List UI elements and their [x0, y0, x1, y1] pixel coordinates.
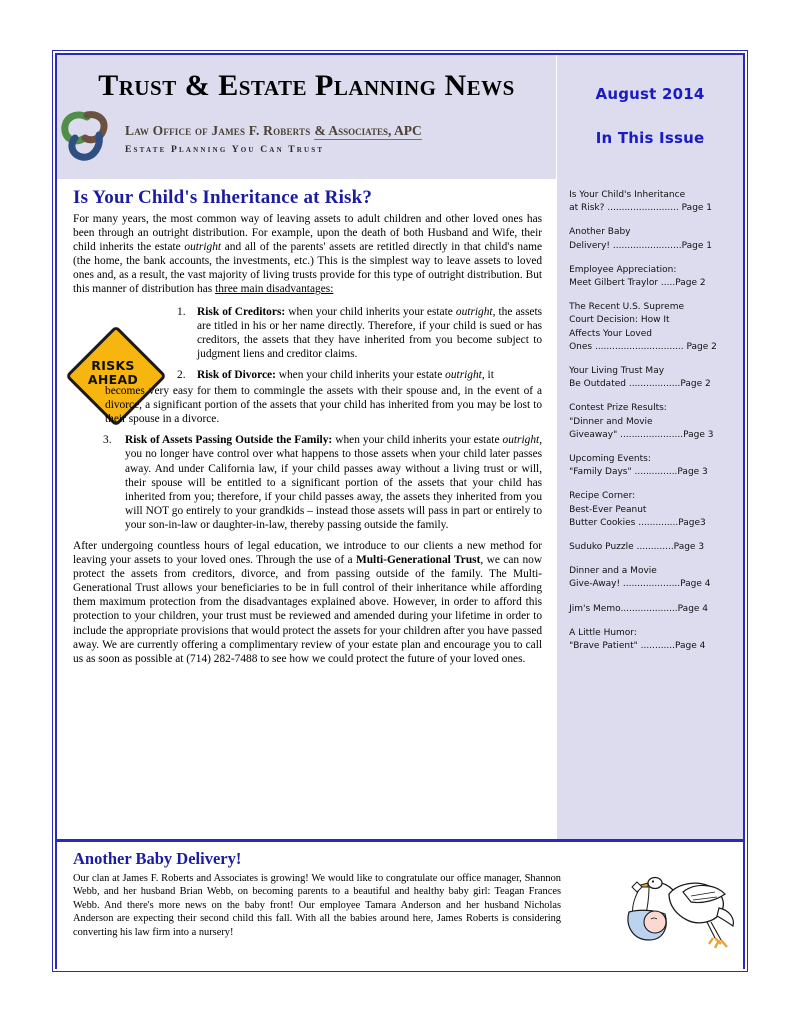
toc-line: Suduko Puzzle .............Page 3 [569, 542, 705, 553]
toc-line: Another Baby [569, 227, 631, 238]
risk-1-label: Risk of Creditors: [197, 305, 286, 318]
newsletter-page-frame [52, 50, 748, 972]
risk-1-text-2: , the assets are titled in his or her name directly. Therefore, if your child is sued or has creditors, the assets that they have inherited from you become subject to judgment liens and creditor claims. [197, 305, 543, 360]
toc-entry[interactable] [569, 541, 733, 554]
toc-line: Give-Away! ....................Page 4 [569, 579, 711, 590]
toc-line: Butter Cookies ..............Page3 [569, 517, 706, 528]
toc-line: Contest Prize Results: [569, 403, 667, 414]
toc-line: Ones ............................... Page 2 [569, 341, 717, 352]
toc-entry[interactable] [569, 264, 733, 290]
risk-list-item [177, 305, 542, 361]
risk-2-continuation: becomes very easy for them to commingle the assets with their spouse and, in the event of a divorce, a significant portion of the assets that your child has inherited from you may be lost to their spouse in a divorce. [105, 385, 543, 426]
article-headline: Is Your Child's Inheritance at Risk? [73, 187, 373, 208]
toc-line: "Brave Patient" ............Page 4 [569, 641, 706, 652]
top-region [57, 55, 743, 839]
stork-carrying-baby-icon [611, 860, 737, 960]
toc-line: at Risk? ......................... Page 1 [569, 203, 713, 214]
risk-2-number: 2. [177, 368, 186, 381]
toc-line: "Family Days" ...............Page 3 [569, 467, 708, 478]
main-article [57, 179, 556, 839]
toc-line: Upcoming Events: [569, 454, 651, 465]
masthead [57, 55, 556, 179]
risk-2-italic: outright [445, 368, 482, 381]
baby-delivery-story [57, 842, 743, 970]
toc-entry[interactable] [569, 189, 733, 215]
toc-line: Is Your Child's Inheritance [569, 190, 686, 200]
closing-bold-term: Multi-Generational Trust [355, 554, 481, 567]
risk-2-text-2: , it [481, 368, 494, 381]
toc-entry[interactable] [569, 627, 733, 653]
risk-3-italic: outright [502, 434, 540, 447]
sidebar [556, 55, 743, 839]
article-closing-paragraph [73, 539, 542, 666]
baby-story-headline: Another Baby Delivery! [73, 849, 242, 868]
issue-date: August 2014 [595, 85, 705, 103]
firm-logo [57, 109, 556, 170]
intro-underlined-phrase: three main disadvantages: [215, 283, 334, 296]
risk-sign-line-2: AHEAD [87, 372, 139, 387]
left-column [57, 55, 556, 839]
interlocking-rings-logo-icon [57, 109, 119, 170]
newsletter-page-inner [55, 53, 745, 969]
risk-list-item [103, 433, 542, 532]
closing-text-2: , we can now protect the assets from creditors, divorce, and from passing outside of the family. The Multi-Generational Trust allows your beneficiaries to be in full control of their inheritance while affording them maximum protection from the disadvantages explained above. However, in order to afford this protection to your children, your trust must be reviewed and amended during your lifetime in order to include the appropriate provisions that would protect the assets for your children after you have passed away. We are currently offering a complimentary review of your estate plan and encourage you to call us as soon as possible at (714) 282-7488 to see how we could protect the future of your loved ones. [73, 554, 543, 665]
toc-entry[interactable] [569, 603, 733, 616]
toc-line: Jim's Memo....................Page 4 [569, 603, 709, 614]
risk-1-text-1: when your child inherits your estate [285, 305, 456, 318]
firm-logo-wordmark [125, 123, 556, 157]
toc-line: The Recent U.S. Supreme [569, 302, 684, 313]
toc-line: Employee Appreciation: [569, 264, 677, 275]
article-intro-paragraph [73, 212, 542, 297]
risk-3-text-1: when your child inherits your estate [332, 434, 503, 447]
intro-text-part-2: and all of the parents' assets are retitled directly in that child's name (the home, the bank accounts, the investments, etc.) This is the simplest way to leave assets to loved ones and, as a result, the vast majority of living trusts provide for this type of outright distribution. But this manner of distribution has [73, 241, 543, 296]
intro-text-part-1: For many years, the most common way of leaving assets to adult children and other loved ones has been through an outright distribution. For example, upon the death of both Husband and Wife, their child inherits the estate [73, 213, 543, 254]
logo-line-2: & Associates, APC [314, 122, 422, 138]
toc-line: Meet Gilbert Traylor .....Page 2 [569, 278, 706, 289]
toc-line: A Little Humor: [569, 627, 637, 638]
risk-2-label: Risk of Divorce: [197, 368, 276, 381]
toc-line: Court Decision: How It [569, 315, 670, 326]
toc-line: "Dinner and Movie [569, 416, 653, 427]
toc-line: Affects Your Loved [569, 328, 653, 339]
toc-entry[interactable] [569, 565, 733, 591]
risk-1-number: 1. [177, 305, 186, 318]
toc-entry[interactable] [569, 453, 733, 479]
sidebar-header [557, 55, 743, 179]
toc-line: Giveaway" ......................Page 3 [569, 429, 714, 440]
risk-3-number: 3. [103, 434, 112, 447]
risk-3-label: Risk of Assets Passing Outside the Family: [125, 434, 333, 447]
table-of-contents [557, 179, 743, 664]
toc-entry[interactable] [569, 365, 733, 391]
in-this-issue-heading: In This Issue [595, 129, 705, 147]
baby-story-text: Our clan at James F. Roberts and Associates is growing! We would like to congratulate our office manager, Shannon Webb, and her husband Brian Webb, on becoming parents to a beautiful and healthy baby girl: Teagan Frances Webb. And there's more news on the baby front! Our employee Tamara Anderson and her husband Nicholas Anderson are expecting their second child this fall. With all the babies around here, James Roberts is considering converting his law firm into a nursery! [73, 873, 561, 938]
newsletter-title: Trust & Estate Planning News [98, 69, 515, 102]
closing-text-1: After undergoing countless hours of legal education, we introduce to our clients a new method for leaving your assets to your loved ones. Through the use of a [73, 539, 543, 567]
toc-entry[interactable] [569, 226, 733, 252]
toc-line: Dinner and a Movie [569, 566, 657, 577]
risk-2-text-1: when your child inherits your estate [275, 368, 446, 381]
toc-line: Best-Ever Peanut [569, 504, 647, 515]
risk-3-text-2: , you no longer have control over what happens to those assets when your child later passes away. And under California law, if your child passes away without a living trust or will, their spouse will be entitled to a significant portion of the assets that your child has inherited from you; therefore, if your child passes away, the assets they inherited from you will NOT go entirely to your grandkids – instead those assets will pass in part or entirely to your son-in-law or daughter-in-law, thereby passing outside the family. [125, 434, 543, 531]
toc-entry[interactable] [569, 490, 733, 530]
toc-line: Your Living Trust May [569, 366, 665, 377]
risk-sign-line-1: RISKS [91, 358, 135, 373]
intro-italic-outright: outright [184, 241, 222, 254]
logo-tagline: Estate Planning You Can Trust [125, 144, 325, 155]
logo-line-1: Law Office of James F. Roberts [125, 122, 311, 138]
risk-1-italic: outright [455, 305, 493, 318]
toc-line: Delivery! ........................Page 1 [569, 240, 712, 251]
toc-line: Be Outdated ..................Page 2 [569, 379, 711, 390]
toc-entry[interactable] [569, 402, 733, 442]
toc-line: Recipe Corner: [569, 491, 636, 502]
toc-entry[interactable] [569, 301, 733, 354]
